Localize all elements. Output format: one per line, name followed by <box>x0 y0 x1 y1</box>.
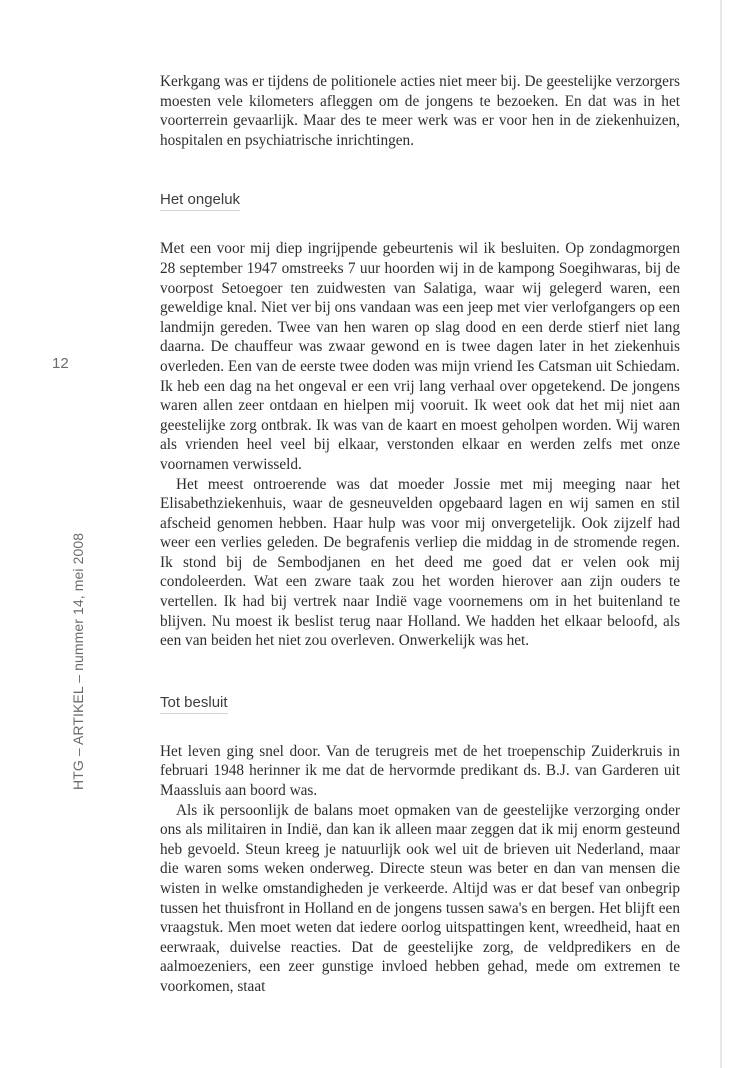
body-paragraph: Het leven ging snel door. Van de terugreis met de het troepenschip Zuiderkruis in februari 1948 herinner ik me dat de hervormde predikant ds. B.J. van Garderen uit Maassluis aan boord was. <box>160 742 680 800</box>
section-heading-wrap <box>160 190 680 211</box>
body-paragraph: Met een voor mij diep ingrijpende gebeurtenis wil ik besluiten. Op zondagmorgen 28 september 1947 omstreeks 7 uur hoorden wij in de kampong Soegihwaras, bij de voorpost Setoegoer ten zuidwesten van Salatiga, waar wij gelegerd waren, een geweldige knal. Niet ver bij ons vandaan was een jeep met vier verlofgangers op een landmijn gereden. Twee van hen waren op slag dood en een derde stierf niet lang daarna. De chauffeur was zwaar gewond en is twee dagen later in het ziekenhuis overleden. Een van de eerste twee doden was mijn vriend Ies Catsman uit Schiedam. Ik heb een dag na het ongeval er een vrij lang verhaal over opgetekend. De jongens waren allen zeer ontdaan en hielpen mij vooruit. Ik weet ook dat het mij niet aan geestelijke zorg ontbrak. Ik was van de kaart en moest geholpen worden. Wij waren als vrienden heel veel bij elkaar, verstonden elkaar en werden zelfs met onze voornamen verwisseld. <box>160 240 680 473</box>
body-paragraph: Als ik persoonlijk de balans moet opmaken van de geestelijke verzorging onder ons als militairen in Indië, dan kan ik alleen maar zeggen dat ik mij enorm gesteund heb gevoeld. Steun kreeg je natuurlijk ook wel uit de brieven uit Nederland, maar die waren soms weken onderweg. Directe steun was beter en dan van mensen die wisten in welke omstandigheden je verkeerde. Altijd was er dat besef van onbegrip tussen het thuisfront in Holland en de jongens tussen sawa's en bergen. Het blijft een vraagstuk. Men moet weten dat iedere oorlog uitspattingen kent, wreedheid, haat en eerwraak, duivelse reacties. Dat de geestelijke zorg, de veldpredikers en de aalmoezeniers, een zeer gunstige invloed hebben gehad, mede om extremen te voorkomen, staat <box>160 801 680 995</box>
section-heading-tot-besluit: Tot besluit <box>160 693 228 714</box>
intro-paragraph: Kerkgang was er tijdens de politionele acties niet meer bij. De geestelijke verzorgers moesten vele kilometers afleggen om de jongens te bezoeken. En dat was in het voorterrein gevaarlijk. Maar des te meer werk was er voor hen in de ziekenhuizen, hospitalen en psychiatrische inrichtingen. <box>160 73 680 149</box>
section-heading-het-ongeluk: Het ongeluk <box>160 190 240 211</box>
page-number: 12 <box>52 355 69 372</box>
page-edge-divider <box>720 0 722 1068</box>
body-paragraph: Het meest ontroerende was dat moeder Jossie met mij meeging naar het Elisabethziekenhuis, waar de gesneuvelden opgebaard lagen en wij samen en stil afscheid genomen hebben. Haar hulp was voor mij onvergetelijk. Ook zijzelf had weer een verlies geleden. De begrafenis verliep die middag in de stromende regen. Ik stond bij de Sembodjanen en het deed me goed dat er velen ook mij condoleerden. Wat een zware taak zou het worden hierover aan zijn ouders te vertellen. Ik had bij vertrek naar Indië vage voornemens om in het buitenland te blijven. Nu moest ik beslist terug naar Holland. We hadden het elkaar beloofd, als een van beiden het niet zou overleven. Onwerkelijk was het. <box>160 475 680 650</box>
article-body <box>160 72 680 997</box>
running-head: HTG – ARTIKEL – nummer 14, mei 2008 <box>70 532 86 790</box>
section-heading-wrap <box>160 693 680 714</box>
